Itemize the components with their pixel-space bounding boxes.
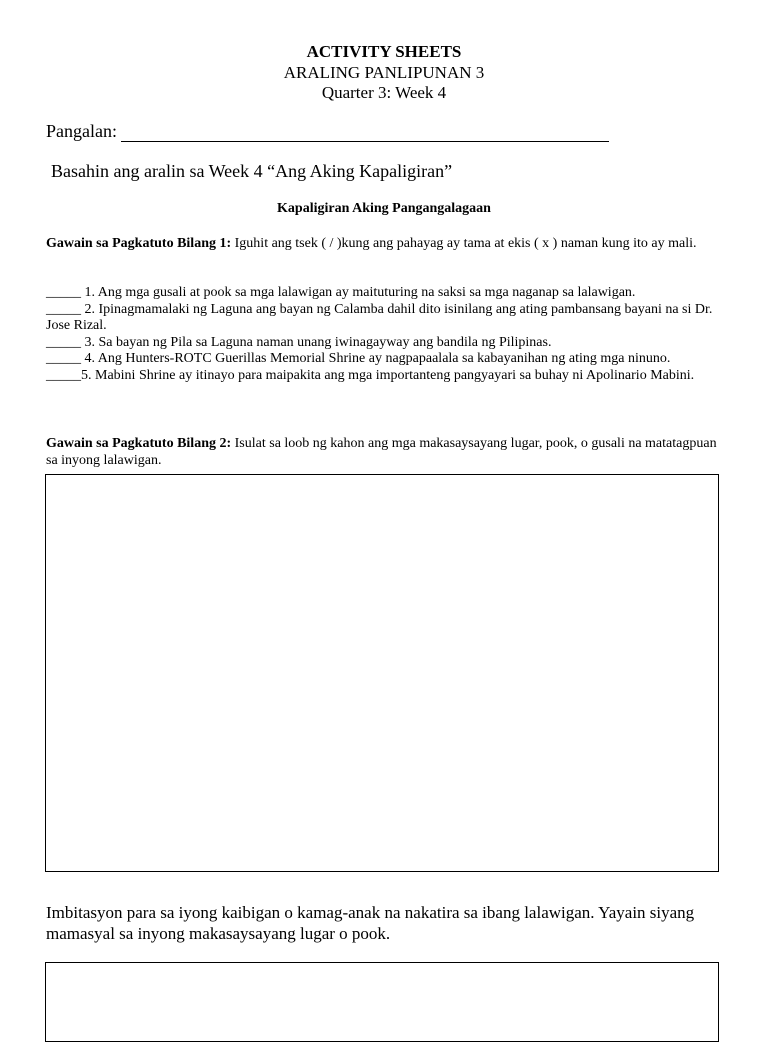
name-label: Pangalan: [46,121,117,141]
name-row [46,121,609,142]
section-title: Kapaligiran Aking Pangangalagaan [277,201,491,216]
activity1-item-5: _____5. Mabini Shrine ay itinayo para maipakita ang mga importanteng pangyayari sa buhay ni Apolinario Mabini. [46,367,695,383]
activity2-text: Isulat sa loob ng kahon ang mga makasaysayang lugar, pook, o gusali na matatagpuan sa inyong lalawigan. [46,436,717,468]
invitation-instructions: Imbitasyon para sa iyong kaibigan o kamag-anak na nakatira sa ibang lalawigan. Yayain siyang mamasyal sa inyong makasaysayang lugar o pook. [46,903,695,943]
activity1-instructions [46,235,722,252]
quarter-week: Quarter 3: Week 4 [321,83,447,102]
activity1-items [46,285,722,385]
activity1-item-2: _____ 2. Ipinagmamalaki ng Laguna ang bayan ng Calamba dahil dito isinilang ang ating pambansang bayani na si Dr. Jose Rizal. [46,301,713,334]
activity1-label: Gawain sa Pagkatuto Bilang 1: [46,236,232,251]
activity2-instructions [46,435,722,469]
reading-instruction: Basahin ang aralin sa Week 4 “Ang Aking Kapaligiran” [51,161,453,181]
activity1-text: Iguhit ang tsek ( / )kung ang pahayag ay tama at ekis ( x ) naman kung ito ay mali. [231,236,697,251]
sheet-title: ACTIVITY SHEETS [306,42,462,61]
invitation-answer-box[interactable] [45,962,719,1042]
name-blank-line[interactable] [121,123,609,142]
activity2-label: Gawain sa Pagkatuto Bilang 2: [46,436,232,451]
activity2-answer-box[interactable] [45,474,719,872]
activity1-item-1: _____ 1. Ang mga gusali at pook sa mga lalawigan ay maituturing na saksi sa mga naganap sa lalawigan. [46,285,636,300]
activity1-item-4: _____ 4. Ang Hunters-ROTC Guerillas Memorial Shrine ay nagpapaalala sa kabayanihan ng ating mga ninuno. [46,351,671,367]
activity1-item-3: _____ 3. Sa bayan ng Pila sa Laguna naman unang iwinagayway ang bandila ng Pilipinas. [46,334,552,350]
subject-title: ARALING PANLIPUNAN 3 [283,63,485,82]
